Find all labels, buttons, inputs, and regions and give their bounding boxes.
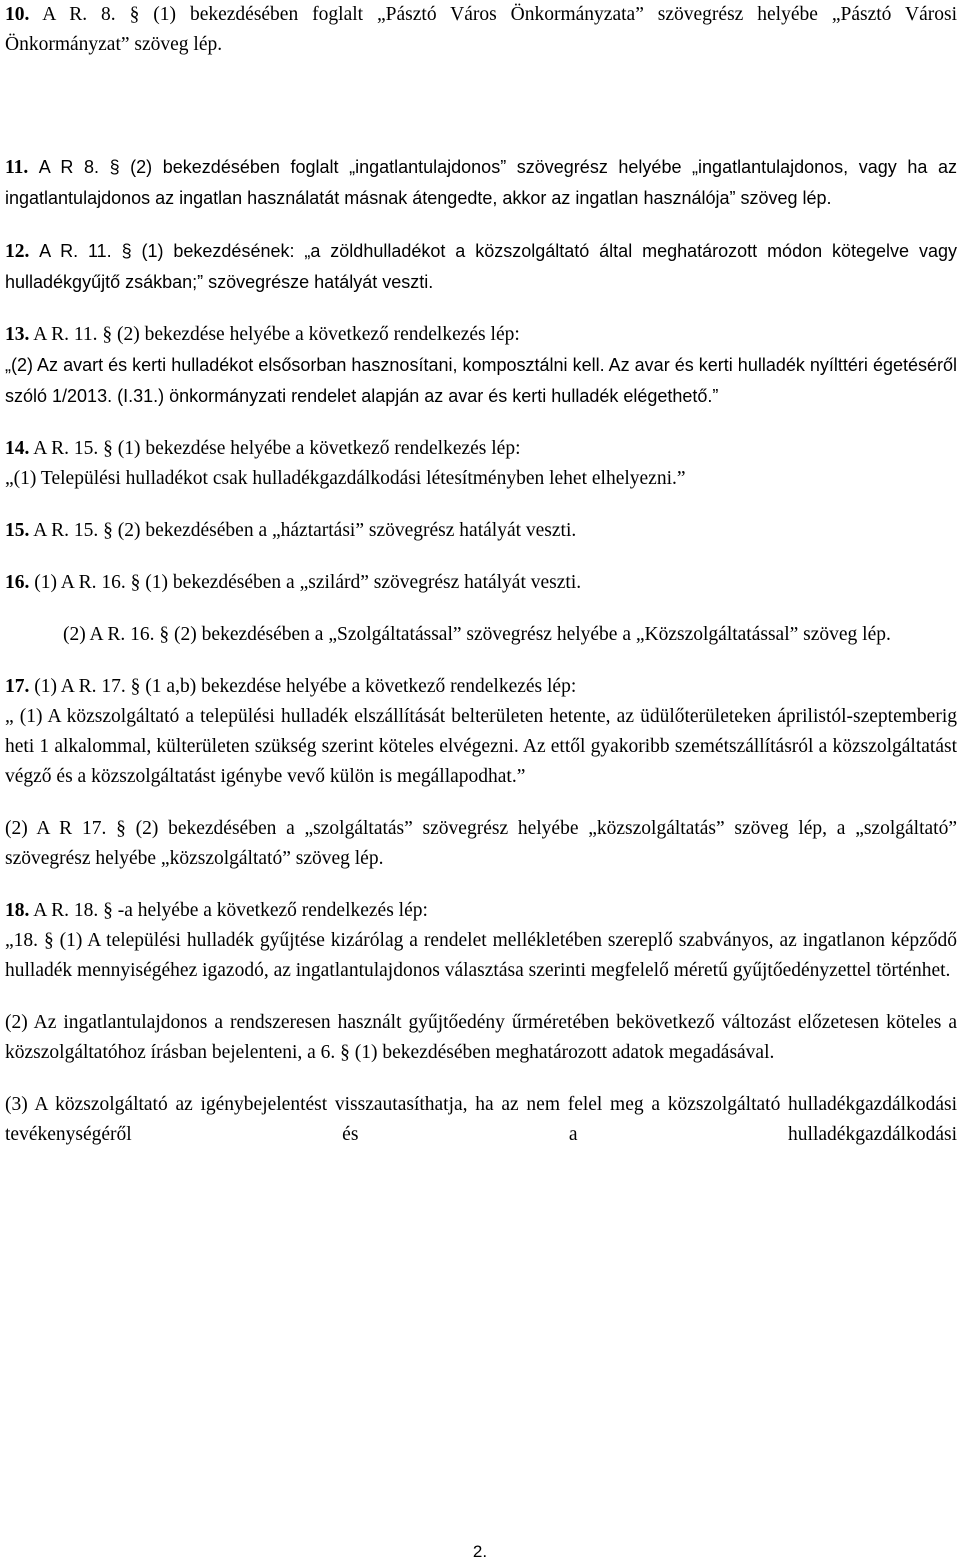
spacer (5, 650, 957, 672)
item-17 (5, 672, 957, 702)
item-16 (5, 568, 957, 598)
item-number: 14. (5, 438, 30, 459)
item-17-quote (5, 702, 957, 792)
item-text: (1) A R. 16. § (1) bekezdésében a „szilárd” szövegrész hatályát veszti. (34, 572, 582, 593)
item-18-para-1 (5, 926, 957, 986)
page-number: 2. (472, 1542, 488, 1561)
item-number: 12. (5, 241, 30, 262)
item-11 (5, 152, 957, 214)
spacer (5, 546, 957, 568)
item-text: (1) A R. 17. § (1 a,b) bekezdése helyébe a következő rendelkezés lép: (34, 676, 577, 697)
item-18-para-3 (5, 1090, 957, 1150)
quote-text: „(2) Az avart és kerti hulladékot elsősorban hasznosítani, komposztálni kell. Az avar és kerti hulladék nyílttéri égetéséről szóló 1/2013. (I.31.) önkormányzati rendelet alapján az avar és kerti hulladék elégethető.” (5, 355, 957, 406)
quote-text: „ (1) A közszolgáltató a települési hulladék elszállítását belterületen hetente, az üdülőterületeken áprilistól-szeptemberig heti 1 alkalommal, külterületen szükség szerint köteles elvégezni. Az ettől gyakoribb szemétszállításról a közszolgáltatást végző és a közszolgáltatást igénybe vevő külön is megállapodhat.” (5, 706, 957, 787)
spacer (5, 874, 957, 896)
spacer (5, 412, 957, 434)
sub-text: (2) A R 17. § (2) bekezdésében a „szolgáltatás” szövegrész helyébe „közszolgáltatás” szöveg lép, a „szolgáltató” szövegrész helyébe „közszolgáltató” szöveg lép. (5, 818, 957, 869)
para-text: (2) Az ingatlantulajdonos a rendszeresen használt gyűjtőedény űrméretében bekövetkező változást előzetesen köteles a közszolgáltatóhoz írásban bejelenteni, a 6. § (1) bekezdésében meghatározott adatok megadásával. (5, 1012, 957, 1063)
item-text: A R. 11. § (1) bekezdésének: „a zöldhulladékot a közszolgáltató által meghatározott módon kötegelve vagy hulladékgyűjtő zsákban;” szövegrésze hatályát veszti. (5, 241, 957, 292)
item-14 (5, 434, 957, 464)
item-18-para-2 (5, 1008, 957, 1068)
spacer (5, 792, 957, 814)
item-17-sub (5, 814, 957, 874)
item-18 (5, 896, 957, 926)
quote-text: „(1) Települési hulladékot csak hulladékgazdálkodási létesítményben lehet elhelyezni.” (5, 468, 686, 489)
para-text: (3) A közszolgáltató az igénybejelentést visszautasíthatja, ha az nem felel meg a közszolgáltató hulladékgazdálkodási tevékenységéről és a hulladékgazdálkodási (5, 1094, 957, 1145)
item-13-quote (5, 350, 957, 412)
item-text: A R 8. § (2) bekezdésében foglalt „ingatlantulajdonos” szövegrész helyébe „ingatlantulajdonos, vagy ha az ingatlantulajdonos az ingatlan használatát másnak átengedte, akkor az ingatlan használója” szöveg lép. (5, 157, 957, 208)
spacer (5, 494, 957, 516)
sub-text: (2) A R. 16. § (2) bekezdésében a „Szolgáltatással” szövegrész helyébe a „Közszolgáltatással” szöveg lép. (63, 624, 891, 645)
para-text: „18. § (1) A települési hulladék gyűjtése kizárólag a rendelet mellékletében szereplő szabványos, az ingatlanon képződő hulladék mennyiségéhez igazodó, az ingatlantulajdonos választása szerinti megfelelő méretű gyűjtőedényzettel történhet. (5, 930, 957, 981)
spacer (5, 60, 957, 152)
item-number: 15. (5, 520, 30, 541)
spacer (5, 298, 957, 320)
item-number: 11. (5, 157, 29, 178)
spacer (5, 214, 957, 236)
item-10 (5, 0, 957, 60)
item-14-quote (5, 464, 957, 494)
spacer (5, 598, 957, 620)
item-13 (5, 320, 957, 350)
item-15 (5, 516, 957, 546)
item-number: 17. (5, 676, 30, 697)
item-number: 18. (5, 900, 30, 921)
item-number: 10. (5, 4, 30, 25)
item-intro: A R. 11. § (2) bekezdése helyébe a következő rendelkezés lép: (33, 324, 520, 345)
document-page (5, 0, 957, 1150)
item-12 (5, 236, 957, 298)
item-number: 16. (5, 572, 30, 593)
item-16-sub (5, 620, 957, 650)
item-intro: A R. 18. § -a helyébe a következő rendelkezés lép: (33, 900, 428, 921)
item-text: A R. 15. § (2) bekezdésében a „háztartási” szövegrész hatályát veszti. (33, 520, 577, 541)
spacer (5, 986, 957, 1008)
item-intro: A R. 15. § (1) bekezdése helyébe a következő rendelkezés lép: (33, 438, 521, 459)
item-number: 13. (5, 324, 30, 345)
spacer (5, 1068, 957, 1090)
item-text: A R. 8. § (1) bekezdésében foglalt „Pásztó Város Önkormányzata” szövegrész helyébe „Pásztó Városi Önkormányzat” szöveg lép. (5, 4, 957, 55)
